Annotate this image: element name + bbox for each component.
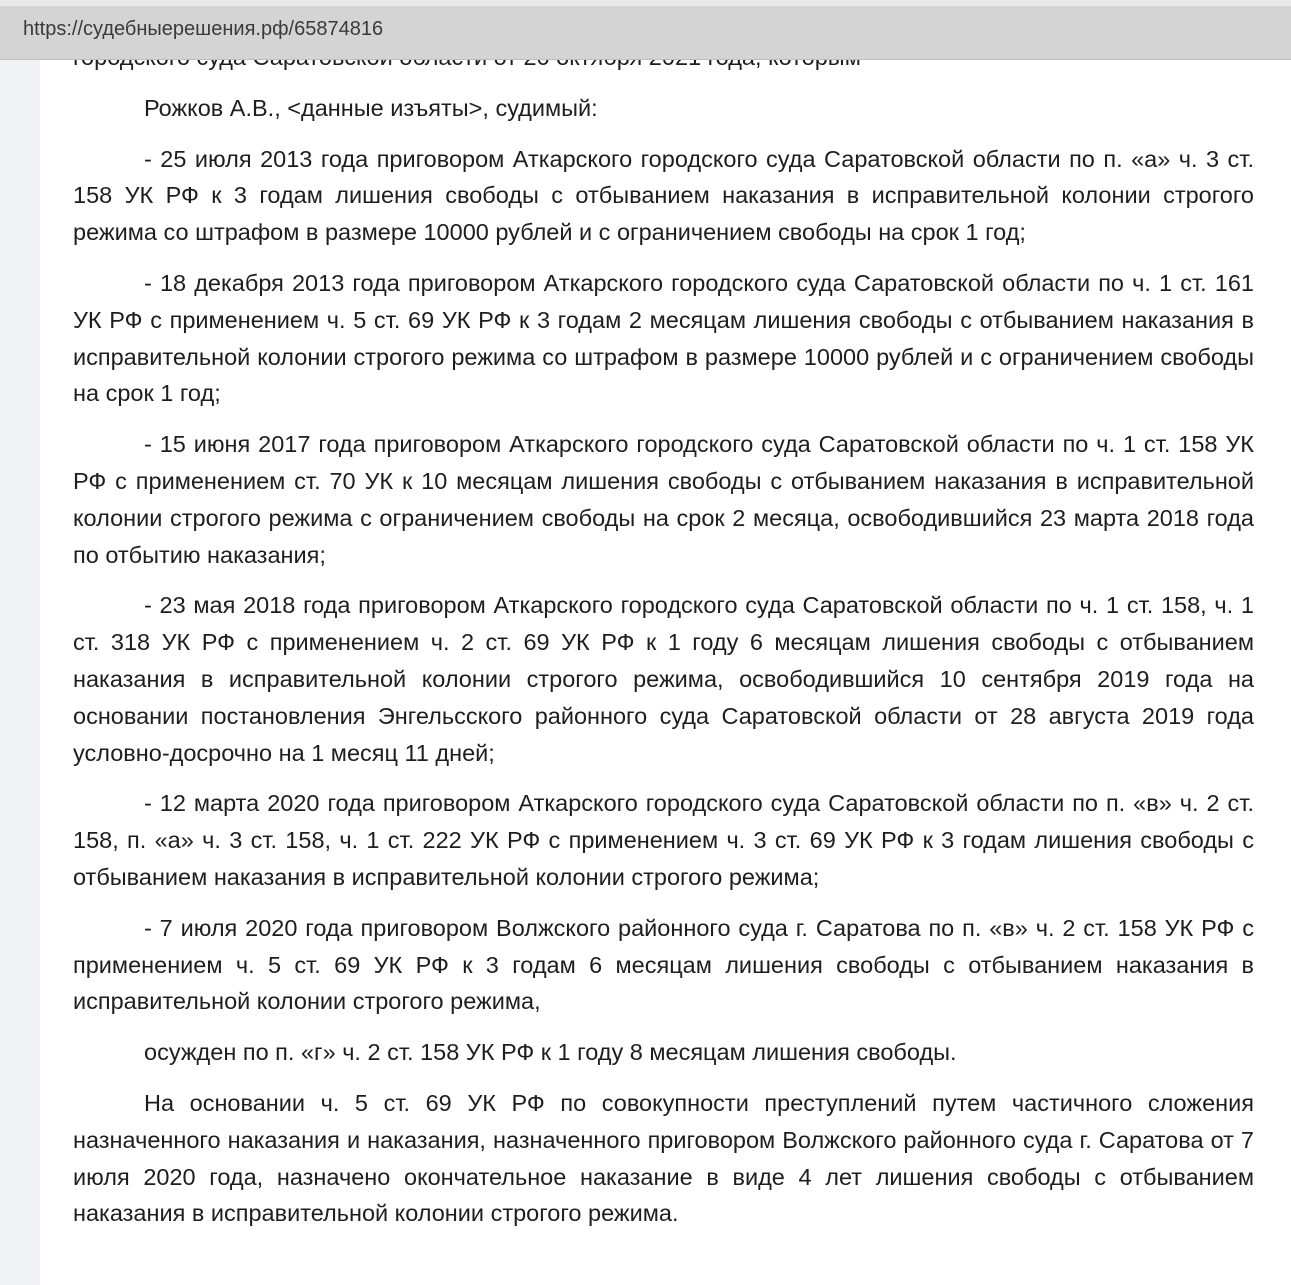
paragraph-sentence: осужден по п. «г» ч. 2 ст. 158 УК РФ к 1 году 8 месяцам лишения свободы.	[144, 1039, 957, 1066]
paragraph-conviction-3: - 15 июня 2017 года приговором Аткарского городского суда Саратовской области по ч. 1 ст. 158 УК РФ с применением ст. 70 УК к 10 месяцам лишения свободы с отбыванием наказания в исправительной колонии строгого режима с ограничением свободы на срок 2 месяца, освободившийся 23 марта 2018 года по отбытию наказания;	[73, 431, 1254, 568]
paragraph-conviction-5: - 12 марта 2020 года приговором Аткарского городского суда Саратовской области по п. «в» ч. 2 ст. 158, п. «а» ч. 3 ст. 158, ч. 1 ст. 222 УК РФ с применением ч. 3 ст. 69 УК РФ к 3 годам лишения свободы с отбыванием наказания в исправительной колонии строгого режима;	[73, 790, 1254, 890]
paragraph-conviction-4: - 23 мая 2018 года приговором Аткарского городского суда Саратовской области по ч. 1 ст. 158, ч. 1 ст. 318 УК РФ с применением ч. 2 ст. 69 УК РФ к 1 году 6 месяцам лишения свободы с отбыванием наказания в исправительной колонии строгого режима, освободившийся 10 сентября 2019 года на основании постановления Энгельсского районного суда Саратовской области от 28 августа 2019 года условно-досрочно на 1 месяц 11 дней;	[73, 592, 1254, 766]
page-left-margin	[0, 0, 40, 1285]
paragraph-final-sentence: На основании ч. 5 ст. 69 УК РФ по совокупности преступлений путем частичного сложения назначенного наказания и наказания, назначенного приговором Волжского районного суда г. Саратова от 7 июля 2020 года, назначено окончательное наказание в виде 4 лет лишения свободы с отбыванием наказания в исправительной колонии строгого режима.	[73, 1089, 1254, 1227]
paragraph-conviction-2: - 18 декабря 2013 года приговором Аткарского городского суда Саратовской области по ч. 1 ст. 161 УК РФ с применением ч. 5 ст. 69 УК РФ к 3 годам 2 месяцам лишения свободы с отбыванием наказания в исправительной колонии строгого режима со штрафом в размере 10000 рублей и с ограничением свободы на срок 1 год;	[73, 269, 1254, 407]
paragraph-conviction-6: - 7 июля 2020 года приговором Волжского районного суда г. Саратова по п. «в» ч. 2 ст. 158 УК РФ с применением ч. 5 ст. 69 УК РФ к 3 годам 6 месяцам лишения свободы с отбыванием наказания в исправительной колонии строгого режима,	[73, 914, 1254, 1015]
address-bar[interactable]	[0, 0, 1291, 60]
url-text[interactable]: https://судебныерешения.рф/65874816	[23, 18, 384, 40]
paragraph-conviction-1: - 25 июля 2013 года приговором Аткарского городского суда Саратовской области по п. «а» ч. 3 ст. 158 УК РФ к 3 годам лишения свободы с отбыванием наказания в исправительной колонии строгого режима со штрафом в размере 10000 рублей и с ограничением свободы на срок 1 год;	[73, 145, 1254, 246]
paragraph-defendant: Рожков А.В., <данные изъяты>, судимый:	[144, 94, 598, 121]
document-body	[73, 39, 1254, 1246]
